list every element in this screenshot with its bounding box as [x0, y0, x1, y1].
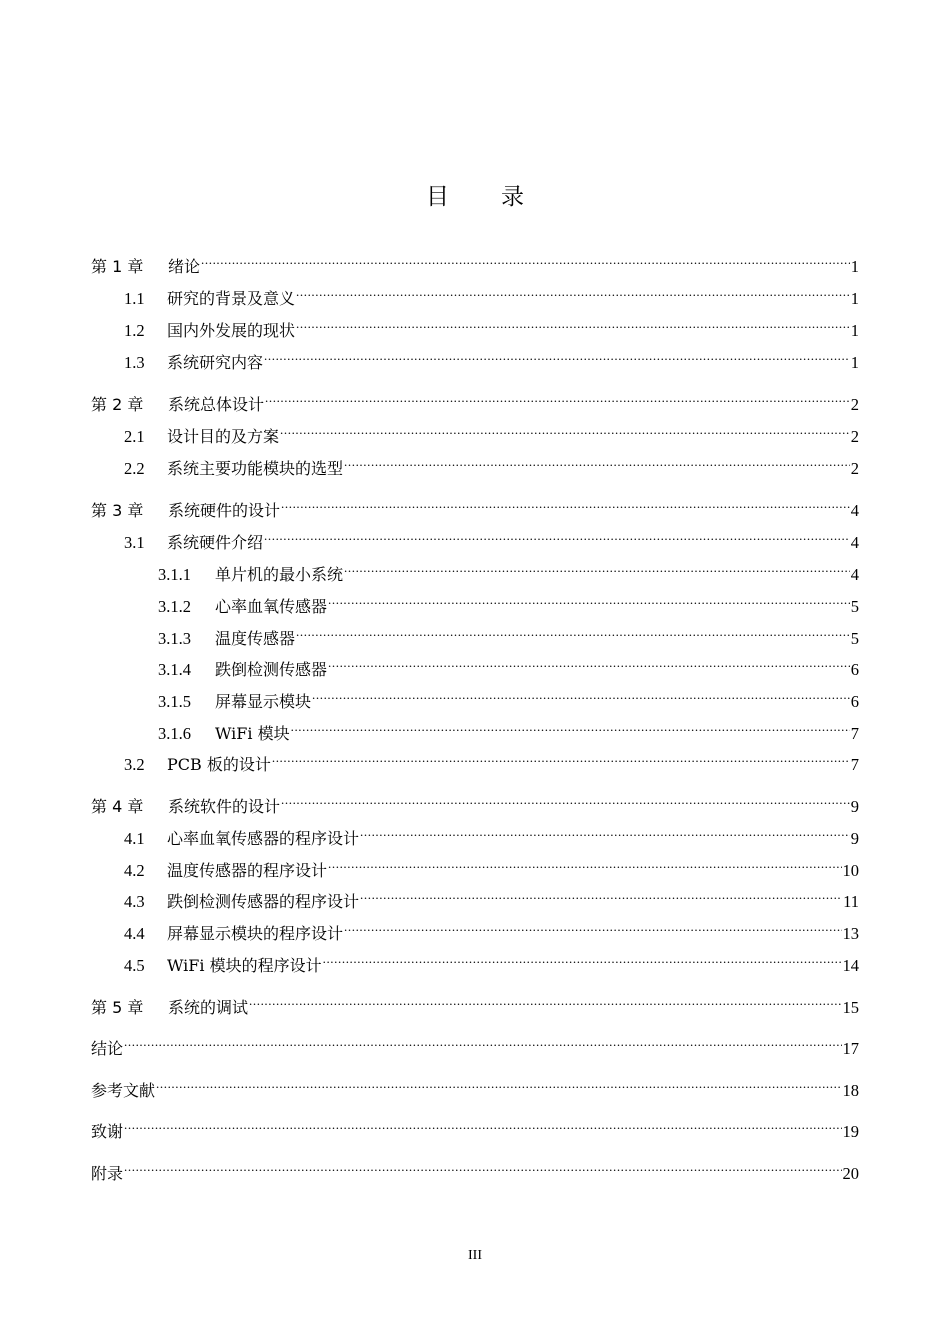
toc-leader-dots: [280, 418, 850, 442]
toc-entry-page: 1: [850, 321, 859, 340]
toc-entry-page: 6: [850, 660, 859, 679]
toc-entry-page: 7: [850, 755, 859, 774]
toc-entry[interactable]: [124, 524, 859, 552]
toc-entry[interactable]: [124, 344, 859, 372]
toc-entry-title: 屏幕显示模块: [215, 692, 312, 711]
toc-entry[interactable]: [124, 915, 859, 943]
toc-entry-title: 温度传感器的程序设计: [167, 861, 328, 880]
toc-entry[interactable]: [124, 746, 859, 774]
toc-entry[interactable]: [124, 820, 859, 848]
toc-entry-page: 13: [842, 924, 859, 943]
toc-entry-number: 2.2: [124, 459, 145, 478]
toc-entry-number: 1.2: [124, 321, 145, 340]
toc-entry-page: 5: [850, 629, 859, 648]
toc-entry-number: 1.1: [124, 289, 145, 308]
toc-entry-page: 2: [850, 459, 859, 478]
toc-entry[interactable]: [158, 620, 859, 648]
toc-entry-number: 3.1.6: [158, 724, 191, 743]
toc-entry[interactable]: [124, 450, 859, 478]
toc-leader-dots: [344, 915, 841, 939]
toc-leader-dots: [156, 1072, 841, 1096]
toc-leader-dots: [344, 556, 850, 580]
toc-entry-number: 1.3: [124, 353, 145, 372]
toc-entry-title: 致谢: [91, 1122, 124, 1141]
toc-entry-title: 结论: [91, 1039, 124, 1058]
toc-entry-title: 屏幕显示模块的程序设计: [167, 924, 344, 943]
toc-entry-page: 2: [850, 395, 859, 414]
toc-entry-title: 系统研究内容: [167, 353, 264, 372]
toc-entry-title: WiFi 模块的程序设计: [167, 956, 322, 975]
toc-entry[interactable]: [91, 1113, 859, 1141]
toc-entry-number: 4.2: [124, 861, 145, 880]
toc-entry[interactable]: [91, 248, 859, 276]
toc-leader-dots: [328, 588, 850, 612]
toc-entry-title: 单片机的最小系统: [215, 565, 344, 584]
toc-entry-title: 温度传感器: [215, 629, 296, 648]
toc-entry-page: 1: [850, 257, 859, 276]
toc-entry[interactable]: [158, 556, 859, 584]
toc-entry[interactable]: [124, 312, 859, 340]
toc-entry-page: 4: [850, 501, 859, 520]
toc-leader-dots: [296, 280, 850, 304]
toc-entry-number: 第 1 章: [91, 257, 144, 276]
toc-entry-number: 3.1.2: [158, 597, 191, 616]
toc-entry-page: 6: [850, 692, 859, 711]
toc-leader-dots: [272, 746, 850, 770]
toc-leader-dots: [312, 683, 850, 707]
toc-leader-dots: [296, 312, 850, 336]
toc-entry-title: 设计目的及方案: [167, 427, 280, 446]
page-title: [0, 178, 950, 211]
toc-entry[interactable]: [124, 280, 859, 308]
toc-leader-dots: [281, 492, 850, 516]
toc-leader-dots: [124, 1155, 841, 1179]
toc-leader-dots: [124, 1113, 841, 1137]
toc-entry-title: 参考文献: [91, 1081, 156, 1100]
toc-entry-number: 4.1: [124, 829, 145, 848]
toc-leader-dots: [360, 820, 850, 844]
toc-leader-dots: [323, 947, 842, 971]
toc-entry-title: 系统的调试: [168, 998, 249, 1017]
toc-entry[interactable]: [158, 715, 859, 743]
toc-entry-title: 附录: [91, 1164, 124, 1183]
toc-entry-page: 18: [842, 1081, 859, 1100]
toc-leader-dots: [265, 386, 850, 410]
toc-entry[interactable]: [124, 418, 859, 446]
toc-entry-page: 14: [842, 956, 859, 975]
toc-entry-page: 1: [850, 353, 859, 372]
toc-entry-number: 3.1.3: [158, 629, 191, 648]
toc-entry[interactable]: [91, 989, 859, 1017]
toc-entry-title: 心率血氧传感器的程序设计: [167, 829, 360, 848]
toc-entry-title: 研究的背景及意义: [167, 289, 296, 308]
toc-entry-number: 3.1.4: [158, 660, 191, 679]
toc-entry-page: 15: [842, 998, 859, 1017]
toc-leader-dots: [201, 248, 850, 272]
toc-entry-page: 5: [850, 597, 859, 616]
toc-entry[interactable]: [124, 947, 859, 975]
toc-leader-dots: [281, 788, 850, 812]
toc-leader-dots: [328, 651, 850, 675]
toc-entry-page: 10: [842, 861, 859, 880]
toc-entry-number: 3.1: [124, 533, 145, 552]
toc-entry-page: 11: [843, 892, 859, 911]
toc-entry-number: 3.1.5: [158, 692, 191, 711]
toc-entry[interactable]: [91, 386, 859, 414]
toc-entry[interactable]: [91, 788, 859, 816]
toc-entry-number: 3.1.1: [158, 565, 191, 584]
toc-entry-title: 系统主要功能模块的选型: [167, 459, 344, 478]
toc-entry-number: 第 2 章: [91, 395, 144, 414]
toc-entry[interactable]: [158, 651, 859, 679]
toc-entry[interactable]: [124, 883, 859, 911]
toc-entry-number: 2.1: [124, 427, 145, 446]
toc-leader-dots: [328, 852, 841, 876]
toc-entry-page: 17: [842, 1039, 859, 1058]
toc-entry-number: 4.4: [124, 924, 145, 943]
toc-entry-number: 第 4 章: [91, 797, 144, 816]
toc-entry-title: WiFi 模块: [215, 724, 290, 743]
toc-entry-number: 第 5 章: [91, 998, 144, 1017]
toc-entry-page: 1: [850, 289, 859, 308]
toc-entry[interactable]: [124, 852, 859, 880]
page-number-footer: III: [468, 1248, 482, 1263]
toc-entry-title: 跌倒检测传感器的程序设计: [167, 892, 360, 911]
toc-leader-dots: [124, 1030, 841, 1054]
toc-entry-title: 国内外发展的现状: [167, 321, 296, 340]
toc-entry-title: 系统软件的设计: [168, 797, 281, 816]
toc-entry-number: 4.5: [124, 956, 145, 975]
toc-entry[interactable]: [91, 1030, 859, 1058]
toc-leader-dots: [344, 450, 850, 474]
toc-entry-number: 第 3 章: [91, 501, 144, 520]
toc-entry[interactable]: [91, 1072, 859, 1100]
toc-entry-number: 3.2: [124, 755, 145, 774]
toc-entry-page: 4: [850, 533, 859, 552]
toc-entry-title: 跌倒检测传感器: [215, 660, 328, 679]
toc-entry-page: 9: [850, 829, 859, 848]
page-title-right: 录: [501, 184, 524, 210]
toc-entry-title: PCB 板的设计: [167, 755, 271, 774]
toc-entry-title: 系统硬件介绍: [167, 533, 264, 552]
toc-leader-dots: [264, 344, 850, 368]
toc-entry-page: 2: [850, 427, 859, 446]
toc-entry-title: 心率血氧传感器: [215, 597, 328, 616]
toc-entry[interactable]: [91, 1155, 859, 1183]
toc-entry[interactable]: [91, 492, 859, 520]
toc-entry-page: 7: [850, 724, 859, 743]
page-title-left: 目: [426, 184, 449, 210]
toc-entry-title: 系统总体设计: [168, 395, 265, 414]
toc-entry-page: 4: [850, 565, 859, 584]
toc-entry-page: 20: [842, 1164, 859, 1183]
toc-leader-dots: [360, 883, 842, 907]
toc-entry-title: 绪论: [168, 257, 201, 276]
toc-entry-number: 4.3: [124, 892, 145, 911]
toc-entry[interactable]: [158, 683, 859, 711]
toc-leader-dots: [296, 620, 850, 644]
toc-leader-dots: [249, 989, 841, 1013]
toc-leader-dots: [264, 524, 850, 548]
toc-leader-dots: [291, 715, 850, 739]
toc-entry-page: 9: [850, 797, 859, 816]
toc-entry-page: 19: [842, 1122, 859, 1141]
toc-entry-title: 系统硬件的设计: [168, 501, 281, 520]
toc-entry[interactable]: [158, 588, 859, 616]
